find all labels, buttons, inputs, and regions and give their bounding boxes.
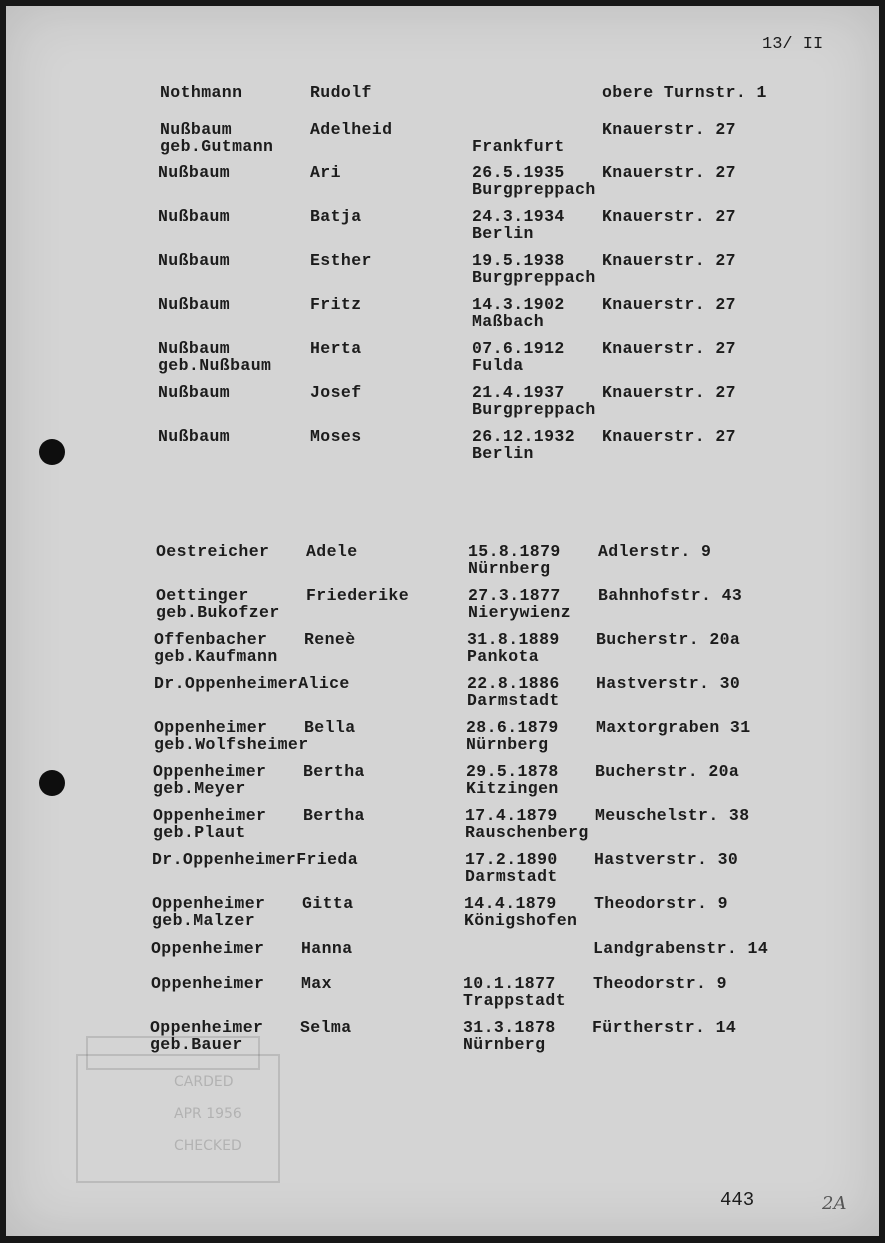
pencil-annotation: 2A <box>822 1193 847 1214</box>
entry-birthdate: 26.5.1935 <box>472 163 565 182</box>
entry-surname2: geb.Malzer <box>152 911 256 930</box>
entry-firstname: Batja <box>310 207 362 226</box>
entry-surname: Oppenheimer <box>154 718 268 737</box>
entry-surname: Nußbaum <box>158 339 231 358</box>
entry-firstname: Adelheid <box>310 120 393 139</box>
entry-birthdate: 17.2.1890 <box>465 850 558 869</box>
entry-address: Bucherstr. 20a <box>596 630 741 649</box>
entry-address: Knauerstr. 27 <box>602 120 736 139</box>
punch-hole <box>39 770 65 796</box>
entry-firstname: Moses <box>310 427 362 446</box>
page-number: 443 <box>720 1189 755 1211</box>
punch-hole <box>39 439 65 465</box>
entry-surname: Nußbaum <box>158 207 231 226</box>
entry-surname: Nußbaum <box>160 120 233 139</box>
entry-address: Adlerstr. 9 <box>598 542 712 561</box>
entry-firstname: Herta <box>310 339 362 358</box>
entry-birthdate: 28.6.1879 <box>466 718 559 737</box>
entry-firstname: Hanna <box>301 939 353 958</box>
document-page <box>6 6 879 1236</box>
entry-birthplace: Pankota <box>467 647 540 666</box>
entry-address: Hastverstr. 30 <box>596 674 741 693</box>
entry-surname: Oppenheimer <box>151 939 265 958</box>
entry-surname: Oppenheimer <box>153 806 267 825</box>
entry-surname: Oettinger <box>156 586 249 605</box>
entry-address: Hastverstr. 30 <box>594 850 739 869</box>
entry-surname: Oppenheimer <box>153 762 267 781</box>
entry-firstname: Bertha <box>303 806 365 825</box>
entry-birthplace: Nürnberg <box>466 735 549 754</box>
entry-birthplace: Trappstadt <box>463 991 567 1010</box>
entry-surname2: geb.Kaufmann <box>154 647 278 666</box>
entry-surname: Nothmann <box>160 83 243 102</box>
entry-address: Landgrabenstr. 14 <box>593 939 769 958</box>
entry-surname: Oppenheimer <box>152 894 266 913</box>
entry-birthplace: Königshofen <box>464 911 578 930</box>
entry-address: Maxtorgraben 31 <box>596 718 751 737</box>
entry-surname: Offenbacher <box>154 630 268 649</box>
entry-firstname: Max <box>301 974 332 993</box>
entry-birthplace: Maßbach <box>472 312 545 331</box>
entry-birthplace: Nürnberg <box>468 559 551 578</box>
entry-address: Knauerstr. 27 <box>602 207 736 226</box>
entry-birthdate: 29.5.1878 <box>466 762 559 781</box>
entry-birthplace: Nierywienz <box>468 603 572 622</box>
entry-birthdate: 19.5.1938 <box>472 251 565 270</box>
entry-firstname: Josef <box>310 383 362 402</box>
entry-birthplace: Burgpreppach <box>472 268 596 287</box>
stamp-line: APR 1956 <box>174 1106 242 1122</box>
entry-surname2: geb.Nußbaum <box>158 356 272 375</box>
entry-birthplace: Berlin <box>472 224 534 243</box>
entry-birthplace: Kitzingen <box>466 779 559 798</box>
entry-surname2: geb.Meyer <box>153 779 246 798</box>
entry-firstname: Rudolf <box>310 83 372 102</box>
entry-address: Knauerstr. 27 <box>602 163 736 182</box>
entry-address: Knauerstr. 27 <box>602 295 736 314</box>
entry-birthplace: Berlin <box>472 444 534 463</box>
entry-address: obere Turnstr. 1 <box>602 83 767 102</box>
entry-birthplace: Nürnberg <box>463 1035 546 1054</box>
entry-address: Meuschelstr. 38 <box>595 806 750 825</box>
entry-surname: Nußbaum <box>158 251 231 270</box>
entry-firstname: Selma <box>300 1018 352 1037</box>
entry-surname2: geb.Gutmann <box>160 137 274 156</box>
entry-surname: Nußbaum <box>158 383 231 402</box>
entry-surname2: geb.Bauer <box>150 1035 243 1054</box>
entry-surname: Dr.OppenheimerAlice <box>154 674 350 693</box>
entry-address: Fürtherstr. 14 <box>592 1018 737 1037</box>
entry-birthdate: 14.4.1879 <box>464 894 557 913</box>
entry-address: Bahnhofstr. 43 <box>598 586 743 605</box>
entry-surname2: geb.Plaut <box>153 823 246 842</box>
entry-birthplace: Fulda <box>472 356 524 375</box>
entry-birthdate: 22.8.1886 <box>467 674 560 693</box>
entry-address: Theodorstr. 9 <box>594 894 728 913</box>
entry-surname2: geb.Bukofzer <box>156 603 280 622</box>
entry-address: Knauerstr. 27 <box>602 339 736 358</box>
entry-surname: Nußbaum <box>158 295 231 314</box>
entry-surname: Oestreicher <box>156 542 270 561</box>
entry-birthdate: 21.4.1937 <box>472 383 565 402</box>
entry-birthdate: 15.8.1879 <box>468 542 561 561</box>
entry-birthplace: Rauschenberg <box>465 823 589 842</box>
entry-surname: Oppenheimer <box>151 974 265 993</box>
entry-birthdate: 27.3.1877 <box>468 586 561 605</box>
entry-surname: Nußbaum <box>158 163 231 182</box>
entry-birthdate: 17.4.1879 <box>465 806 558 825</box>
entry-birthplace: Burgpreppach <box>472 400 596 419</box>
entry-firstname: Bella <box>304 718 356 737</box>
entry-firstname: Bertha <box>303 762 365 781</box>
entry-birthdate: 07.6.1912 <box>472 339 565 358</box>
entry-birthplace: Darmstadt <box>467 691 560 710</box>
entry-birthdate: 26.12.1932 <box>472 427 576 446</box>
entry-firstname: Gitta <box>302 894 354 913</box>
entry-address: Theodorstr. 9 <box>593 974 727 993</box>
entry-address: Knauerstr. 27 <box>602 427 736 446</box>
entry-surname2: geb.Wolfsheimer <box>154 735 309 754</box>
entry-surname: Dr.OppenheimerFrieda <box>152 850 359 869</box>
entry-surname: Oppenheimer <box>150 1018 264 1037</box>
entry-firstname: Reneè <box>304 630 356 649</box>
entry-firstname: Adele <box>306 542 358 561</box>
entry-address: Knauerstr. 27 <box>602 251 736 270</box>
sheet-reference: 13/ II <box>762 35 824 54</box>
entry-address: Bucherstr. 20a <box>595 762 740 781</box>
entry-birthplace: Frankfurt <box>472 137 565 156</box>
entry-birthdate: 14.3.1902 <box>472 295 565 314</box>
entry-firstname: Fritz <box>310 295 362 314</box>
entry-birthdate: 31.8.1889 <box>467 630 560 649</box>
entry-firstname: Friederike <box>306 586 410 605</box>
entry-birthdate: 24.3.1934 <box>472 207 565 226</box>
entry-birthdate: 31.3.1878 <box>463 1018 556 1037</box>
entry-address: Knauerstr. 27 <box>602 383 736 402</box>
stamp-line: CARDED <box>174 1074 234 1090</box>
entry-birthplace: Burgpreppach <box>472 180 596 199</box>
stamp-line: CHECKED <box>174 1138 242 1154</box>
entry-birthdate: 10.1.1877 <box>463 974 556 993</box>
entry-birthplace: Darmstadt <box>465 867 558 886</box>
entry-firstname: Esther <box>310 251 372 270</box>
entry-surname: Nußbaum <box>158 427 231 446</box>
entry-firstname: Ari <box>310 163 341 182</box>
